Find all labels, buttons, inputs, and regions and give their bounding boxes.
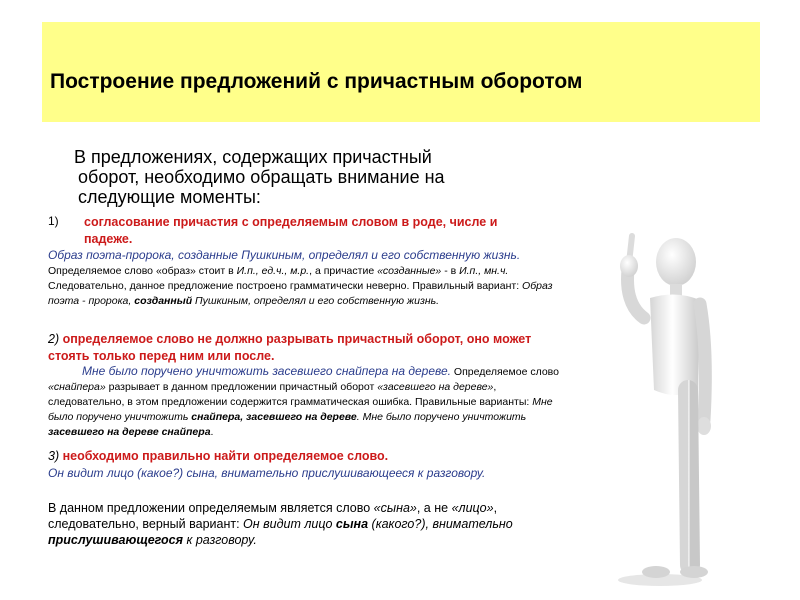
- rule-3-number: 3): [48, 449, 60, 463]
- rule-1-explain-b: И.п., ед.ч., м.р.: [236, 265, 310, 277]
- rule-1-explain-a: Определяемое слово «образ» стоит в: [48, 265, 237, 277]
- rule-2-fix-e: .: [210, 426, 214, 438]
- rule-1-text: согласование причастия с определяемым словом в роде, числе и падеже.: [84, 215, 498, 246]
- rule-2-text: определяемое слово не должно разрывать причастный оборот, оно может стоять только перед ним или после.: [48, 332, 532, 363]
- rule-2-number: 2): [48, 332, 60, 346]
- concl-f: Он видит лицо: [243, 517, 336, 531]
- rule-2-fix-c: . Мне было поручено уничтожить: [356, 411, 527, 423]
- rule-1-explain-c: , а причастие: [309, 265, 378, 277]
- concl-d: «лицо»: [451, 501, 494, 515]
- rule-1-fix-a: Образ поэта - пророка,: [48, 280, 553, 307]
- concl-c: , а не: [416, 501, 452, 515]
- rule-2-example: [48, 364, 560, 439]
- rule-2-explain-e: , следовательно, в этом предложении содержится грамматическая ошибка. Правильные варианты:: [48, 381, 533, 408]
- rule-1-example: [48, 248, 560, 308]
- rule-3-example-sentence: Он видит лицо (какое?) сына, внимательно прислушивающееся к разговору.: [48, 466, 486, 480]
- concl-j: к разговору.: [182, 533, 257, 547]
- intro-text: [74, 147, 544, 207]
- rule-1-example-sentence: Образ поэта-пророка, созданные Пушкиным, определял и его собственную жизнь.: [48, 248, 521, 262]
- rule-2-explain-a: Определяемое слово: [451, 366, 559, 378]
- rule-2: [48, 331, 560, 365]
- rule-3-text: необходимо правильно найти определяемое слово.: [62, 449, 389, 463]
- concl-a: В данном предложении определяемым является слово: [48, 501, 374, 515]
- concl-b: «сына»: [373, 501, 417, 515]
- rule-3: [48, 448, 560, 465]
- rule-1-number: 1): [48, 214, 59, 228]
- rule-2-explain-b: «снайпера»: [48, 381, 106, 393]
- conclusion-text: [48, 500, 548, 548]
- intro-line-2: оборот, необходимо обращать внимание на: [78, 167, 445, 187]
- rule-2-fix-d: засевшего на дереве снайпера: [48, 426, 211, 438]
- rule-1-fix-c: Пушкиным, определял и его собственную жизнь.: [192, 295, 440, 307]
- intro-line-3: следующие моменты:: [78, 187, 261, 207]
- concl-i: прислушивающегося: [48, 533, 183, 547]
- rule-3-example: [48, 466, 560, 481]
- concl-g: сына: [335, 517, 369, 531]
- rule-2-explain-d: «засевшего на дереве»: [377, 381, 494, 393]
- rule-2-fix-a: Мне было поручено уничтожить: [48, 396, 553, 423]
- rule-1-explain-e: - в: [441, 265, 460, 277]
- pointing-person-icon: [600, 230, 720, 590]
- intro-line-1: В предложениях, содержащих причастный: [74, 147, 432, 167]
- rule-2-fix-b: снайпера, засевшего на дереве: [191, 411, 357, 423]
- rule-1-fix-b: созданный: [134, 295, 193, 307]
- rule-2-example-sentence: Мне было поручено уничтожить засевшего снайпера на дереве.: [82, 364, 452, 378]
- rule-2-explain-c: разрывает в данном предложении причастный оборот: [105, 381, 378, 393]
- rule-1-explain-f: И.п., мн.ч.: [459, 265, 509, 277]
- rule-1-explain-g: Следовательно, данное предложение построено грамматически неверно. Правильный вариант:: [48, 280, 523, 292]
- rule-1-explain-d: «созданные»: [377, 265, 442, 277]
- concl-h: (какого?), внимательно: [368, 517, 513, 531]
- concl-e: , следовательно, верный вариант:: [48, 501, 498, 531]
- slide-title: Построение предложений с причастным оборотом: [50, 70, 583, 93]
